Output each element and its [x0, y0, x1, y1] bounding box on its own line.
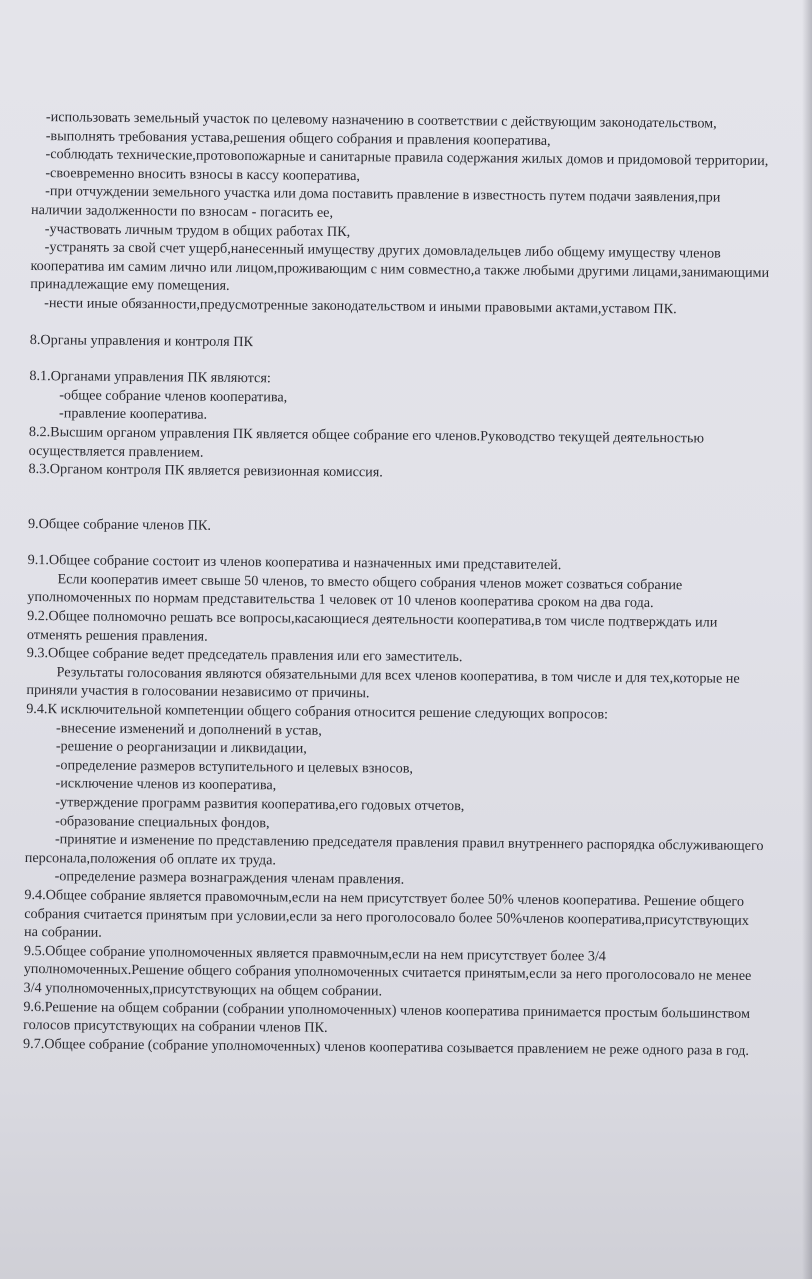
duty-item: -устранять за свой счет ущерб,нанесенный имуществу других домовладельцев либо общему имуществу членов кооператива им самим лично или лицом,проживающим с ним совместно,а также любыми другими лицами,занимающими принадлежащие ему помещения.	[30, 239, 770, 295]
paragraph-9-6: 9.6.Решение на общем собрании (собрании уполномоченных) членов кооператива принимается простым большинством голосов присутствующих на собрании членов ПК.	[23, 998, 751, 1037]
paragraph-8-3: 8.3.Органом контроля ПК является ревизионная комиссия.	[28, 461, 383, 481]
paragraph-9-3: 9.3.Общее собрание ведет председатель правления или его заместитель.	[26, 645, 463, 666]
paragraph-9-4: 9.4.К исключительной компетенции общего собрания относится решение следующих вопросов:	[26, 701, 609, 723]
list-item: -исключение членов из кооператива,	[55, 775, 277, 794]
list-item: -общее собрание членов кооператива,	[59, 386, 288, 406]
paragraph-9-5: 9.5.Общее собрание уполномоченных является правмочным,если на нем присутствует более 3/4 уполномоченных.Решение общего собрания уполномоченных считается принятым,если за него проголосовало не менее 3/4 уполномоченных,присутствующих на общем собрании.	[23, 942, 752, 1000]
paragraph-8-1: 8.1.Органами управления ПК являются:	[29, 368, 271, 387]
paragraph-9-4-quorum: 9.4.Общее собрание является правомочным,если на нем присутствует более 50% членов кооператива. Решение общего собрания считается принятым при условии,если за него проголосовало более 50%членов кооператива,присутствующих на собрании.	[24, 886, 749, 941]
duty-item: -участвовать личным трудом в общих работах ПК,	[44, 220, 351, 240]
duty-item: -использовать земельный участок по целевому назначению в соответствии с действующим законодательством,	[45, 109, 717, 132]
duty-item: -своевременно вносить взносы в кассу кооператива,	[45, 164, 361, 184]
list-item: -утверждение программ развития кооператива,его годовых отчетов,	[55, 794, 465, 815]
list-item: -внесение изменений и дополнений в устав,	[55, 719, 322, 739]
paragraph-9-1-continuation: Если кооператив имеет свыше 50 членов, то вместо общего собрания членов может созваться собрание уполномоченных по нормам представительства 1 человек от 10 членов кооператива сроком на два года.	[27, 571, 683, 612]
duty-item: -соблюдать технические,протовопожарные и санитарные правила содержания жилых домов и придомовой территории,	[45, 146, 769, 170]
list-item: -образование специальных фондов,	[55, 812, 270, 831]
list-item: -определение размеров вступительного и целевых взносов,	[55, 757, 414, 777]
section-8-heading: 8.Органы управления и контроля ПК	[29, 331, 254, 350]
list-item: -определение размера вознаграждения членам правления.	[54, 868, 405, 888]
paragraph-8-2: 8.2.Высшим органом управления ПК является общее собрание его членов.Руководство текущей деятельностью осуществляется правлением.	[28, 423, 705, 461]
duty-item: -нести иные обязанности,предусмотренные законодательством и иными правовыми актами,уставом ПК.	[44, 295, 677, 318]
paragraph-9-1: 9.1.Общее собрание состоит из членов кооператива и назначенных ими представителей.	[27, 552, 562, 574]
list-item: -решение о реорганизации и ликвидации,	[55, 738, 307, 757]
duty-item: -выполнять требования устава,решения общего собрания и правления кооператива,	[45, 127, 551, 149]
page-edge-shadow	[802, 0, 812, 1279]
list-item: -правление кооператива.	[58, 405, 208, 424]
document-text	[23, 108, 772, 1060]
paragraph-9-2: 9.2.Общее полномочно решать все вопросы,касающиеся деятельности кооператива,в том числе подтверждать или отменять решения правления.	[26, 608, 718, 645]
section-9-heading: 9.Общее собрание членов ПК.	[27, 515, 211, 534]
list-item: -принятие и изменение по представлению председателя правления правил внутреннего распорядка обслуживающего персонала,положения об оплате их труда.	[24, 831, 764, 869]
paragraph-9-3-continuation: Результаты голосования являются обязательными для всех членов кооператива, в том числе и для тех,которые не приняли участия в голосовании независимо от причины.	[26, 664, 740, 702]
duty-item: -при отчуждении земельного участка или дома поставить правление в известность путем подачи заявления,при наличии задолженности по взносам - погасить ее,	[30, 183, 721, 221]
paragraph-9-7: 9.7.Общее собрание (собрание уполномоченных) членов кооператива созывается правлением не реже одного раза в год.	[22, 1035, 750, 1059]
